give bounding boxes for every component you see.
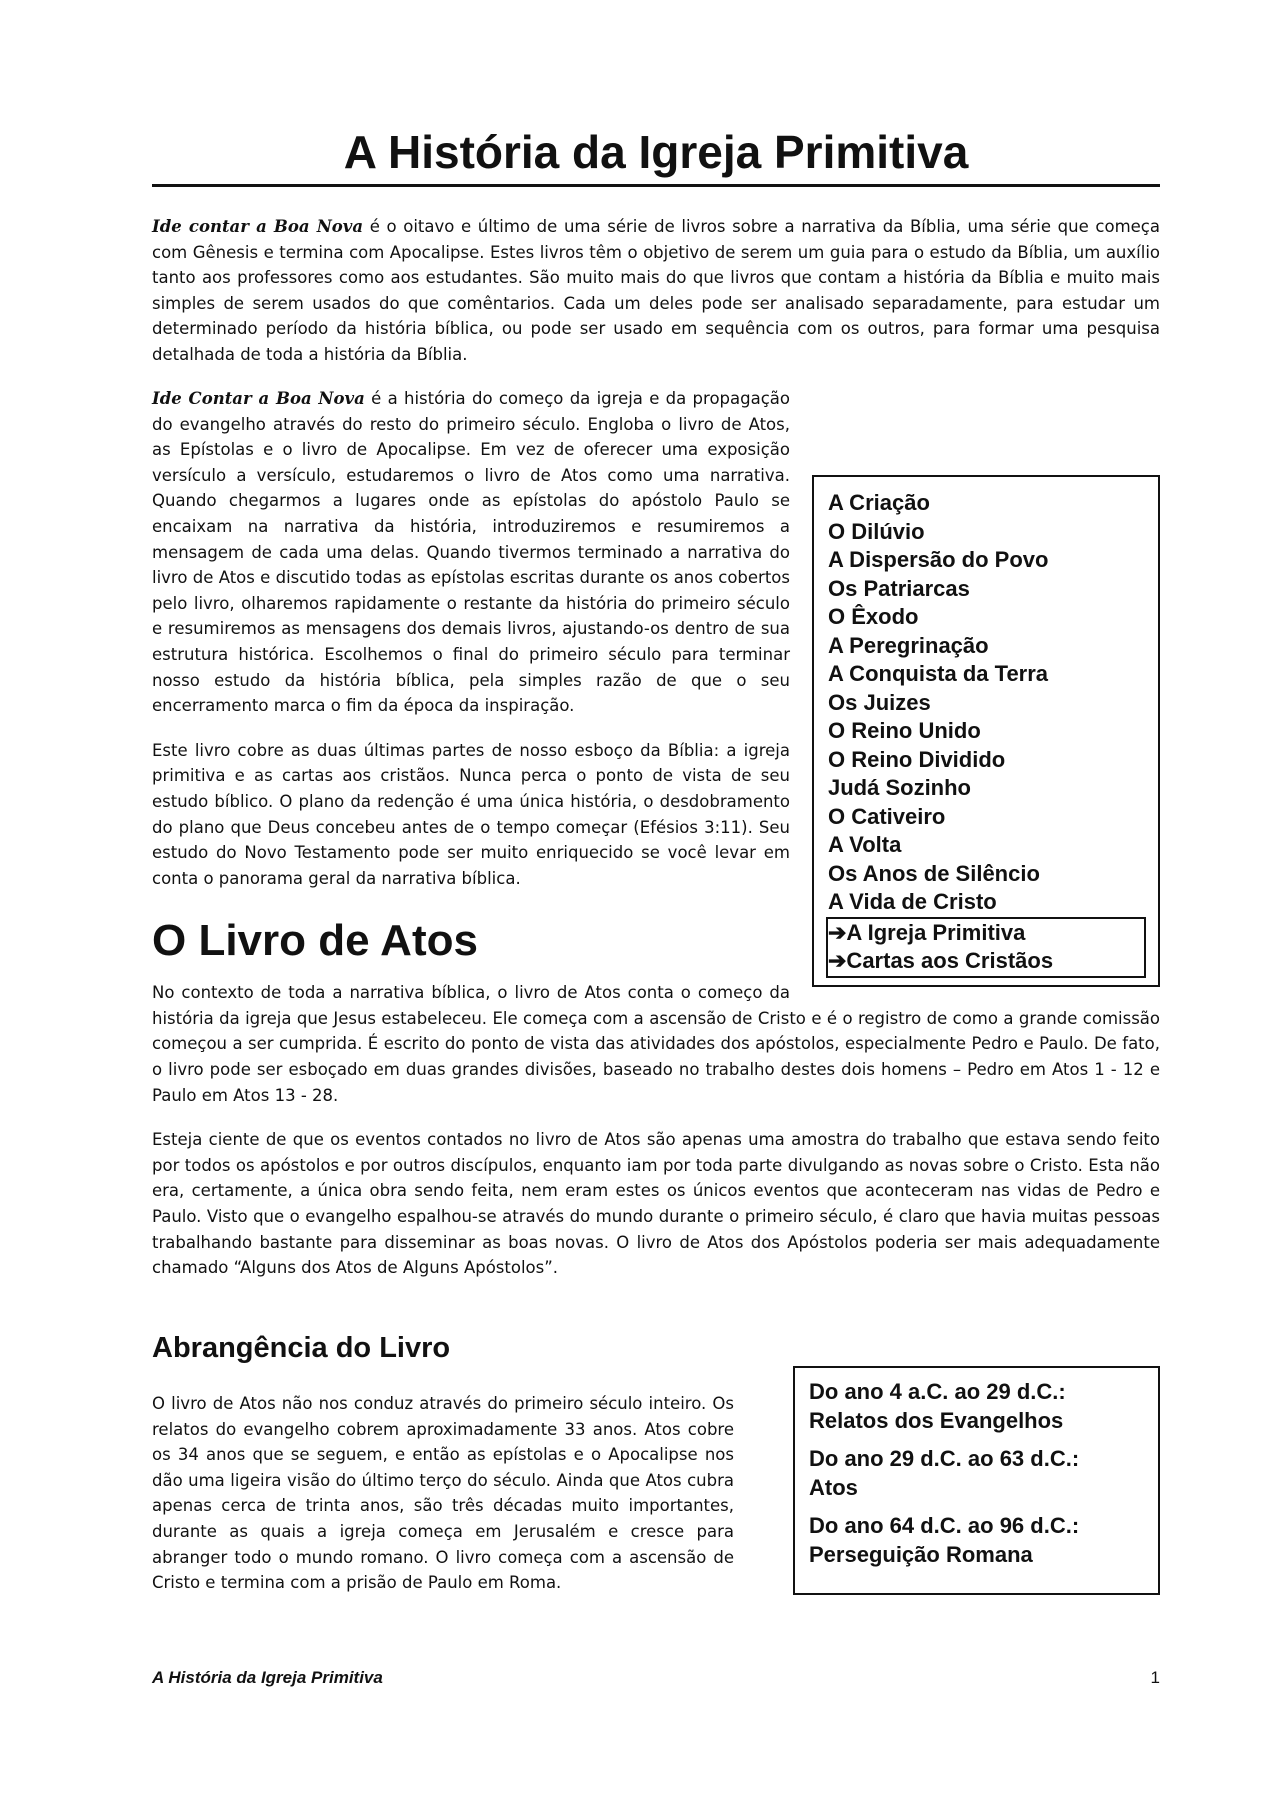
outline-item: O Reino Dividido (828, 746, 1006, 772)
book-title-emphasis: Ide Contar a Boa Nova (152, 389, 365, 408)
outline-item-highlighted: ➔A Igreja Primitiva (828, 919, 1026, 945)
abrangencia-paragraph: O livro de Atos não nos conduz através do primeiro século inteiro. Os relatos do evangelho cobrem aproximadamente 33 anos. Atos cobre os 34 anos que se seguem, e então as epístolas e o Apocalipse nos dão uma ligeira visão do último terço do século. Ainda que Atos cubra apenas cerca de trinta anos, são três décadas muito importantes, durante as quais a igreja começa em Jerusalém e cresce para abranger todo o mundo romano. O livro começa com a ascensão de Cristo e termina com a prisão de Paulo em Roma. (152, 1394, 734, 1593)
main-flow (152, 386, 1160, 1281)
timeline-label: Perseguição Romana (809, 1541, 1033, 1567)
outline-item: A Vida de Cristo (828, 889, 997, 914)
outline-item: O Êxodo (828, 604, 919, 629)
intro-paragraph-1 (152, 214, 1160, 368)
atos-paragraph-1: No contexto de toda a narrativa bíblica, o livro de Atos conta o começo da história da igreja que Jesus estabeleceu. Ele começa com a ascensão de Cristo e é o registro de como a grande comissão começou a ser cumprida. É escrito do ponto de vista das atividades dos apóstolos, especialmente Pedro e Paulo. De fato, o livro pode ser esboçado em duas grandes divisões, baseado no trabalho destes dois homens – Pedro em Atos 1 - 12 e Paulo em Atos 13 - 28. (152, 983, 1160, 1105)
timeline-entry (809, 1512, 1144, 1569)
timeline-box (793, 1366, 1160, 1595)
outline-paragraph: Este livro cobre as duas últimas partes de nosso esboço da Bíblia: a igreja primitiva e as cartas aos cristãos. Nunca perca o ponto de vista de seu estudo bíblico. O plano da redenção é uma única história, o desdobramento do plano que Deus concebeu antes de o tempo começar (Efésios 3:11). Seu estudo do Novo Testamento pode ser muito enriquecido se você levar em conta o panorama geral da narrativa bíblica. (152, 740, 790, 888)
atos-paragraph-2: Esteja ciente de que os eventos contados no livro de Atos são apenas uma amostra do trabalho que estava sendo feito por todos os apóstolos e por outros discípulos, enquanto iam por toda parte divulgando as novas sobre o Cristo. Esta não era, certamente, a única obra sendo feita, nem eram estes os únicos eventos que aconteceram nas vidas de Pedro e Paulo. Visto que o evangelho espalhou-se através do mundo durante o primeiro século, é claro que havia muitas pessoas trabalhando bastante para disseminar as boas novas. O livro de Atos dos Apóstolos poderia ser mais adequadamente chamado “Alguns dos Atos de Alguns Apóstolos”. (152, 1130, 1160, 1278)
outline-item: A Criação (828, 490, 930, 515)
page-title: A História da Igreja Primitiva (152, 122, 1160, 187)
outline-item: O Cativeiro (828, 803, 946, 829)
intro-paragraph-2-text: é a história do começo da igreja e da propagação do evangelho através do resto do primeiro século. Engloba o livro de Atos, as Epístolas e o livro de Apocalipse. Em vez de oferecer uma exposição versículo a versículo, estudaremos o livro de Atos como uma narrativa. Quando chegarmos a lugares onde as epístolas do apóstolo Paulo se encaixam na narrativa da história, introduziremos e resumiremos a mensagem de cada uma delas. Quando tivermos terminado a narrativa do livro de Atos e discutido todas as epístolas escritas durante os anos cobertos pelo livro, olharemos rapidamente o restante da história do primeiro século e resumiremos as mensagens dos demais livros, ajustando-os dentro de sua estrutura histórica. Escolhemos o final do primeiro século para terminar nosso estudo da história bíblica, pela simples razão de que o seu encerramento marca o fim da época da inspiração. (152, 389, 790, 716)
page-number: 1 (1150, 1668, 1160, 1687)
page (152, 0, 1160, 1808)
timeline-entry (809, 1445, 1144, 1502)
timeline-period: Do ano 64 d.C. ao 96 d.C.: (809, 1513, 1080, 1538)
outline-item: Os Anos de Silêncio (828, 860, 1040, 886)
outline-item: O Reino Unido (828, 718, 981, 743)
timeline-entry (809, 1378, 1144, 1435)
timeline-label: Atos (809, 1474, 858, 1500)
highlighted-outline-group (826, 917, 1146, 978)
section-heading-abrangencia: Abrangência do Livro (152, 1332, 451, 1364)
timeline-period: Do ano 4 a.C. ao 29 d.C.: (809, 1379, 1066, 1404)
outline-item: A Conquista da Terra (828, 661, 1049, 686)
outline-item: Os Patriarcas (828, 575, 970, 601)
intro-paragraph-1-text: é o oitavo e último de uma série de livros sobre a narrativa da Bíblia, uma série que começa com Gênesis e termina com Apocalipse. Estes livros têm o objetivo de serem um guia para o estudo da Bíblia, um auxílio tanto aos professores como aos estudantes. São muito mais do que livros que contam a história da Bíblia e muito mais simples de serem usados do que comêntarios. Cada um deles pode ser analisado separadamente, para estudar um determinado período da história bíblica, ou pode ser usado em sequência com os outros, para formar uma pesquisa detalhada de toda a história da Bíblia. (152, 217, 1160, 364)
bible-outline-box (812, 475, 1160, 987)
timeline-period: Do ano 29 d.C. ao 63 d.C.: (809, 1446, 1080, 1471)
outline-item: A Volta (828, 832, 902, 857)
footer-title: A História da Igreja Primitiva (152, 1668, 383, 1687)
section-heading-atos: O Livro de Atos (152, 916, 478, 966)
outline-item: O Dilúvio (828, 518, 925, 544)
outline-item: Judá Sozinho (828, 775, 971, 800)
timeline-label: Relatos dos Evangelhos (809, 1407, 1064, 1433)
outline-item: A Dispersão do Povo (828, 547, 1049, 572)
outline-item-highlighted: ➔Cartas aos Cristãos (828, 948, 1054, 973)
outline-item: A Peregrinação (828, 632, 989, 658)
book-title-emphasis: Ide contar a Boa Nova (152, 217, 364, 236)
outline-item: Os Juizes (828, 689, 931, 715)
